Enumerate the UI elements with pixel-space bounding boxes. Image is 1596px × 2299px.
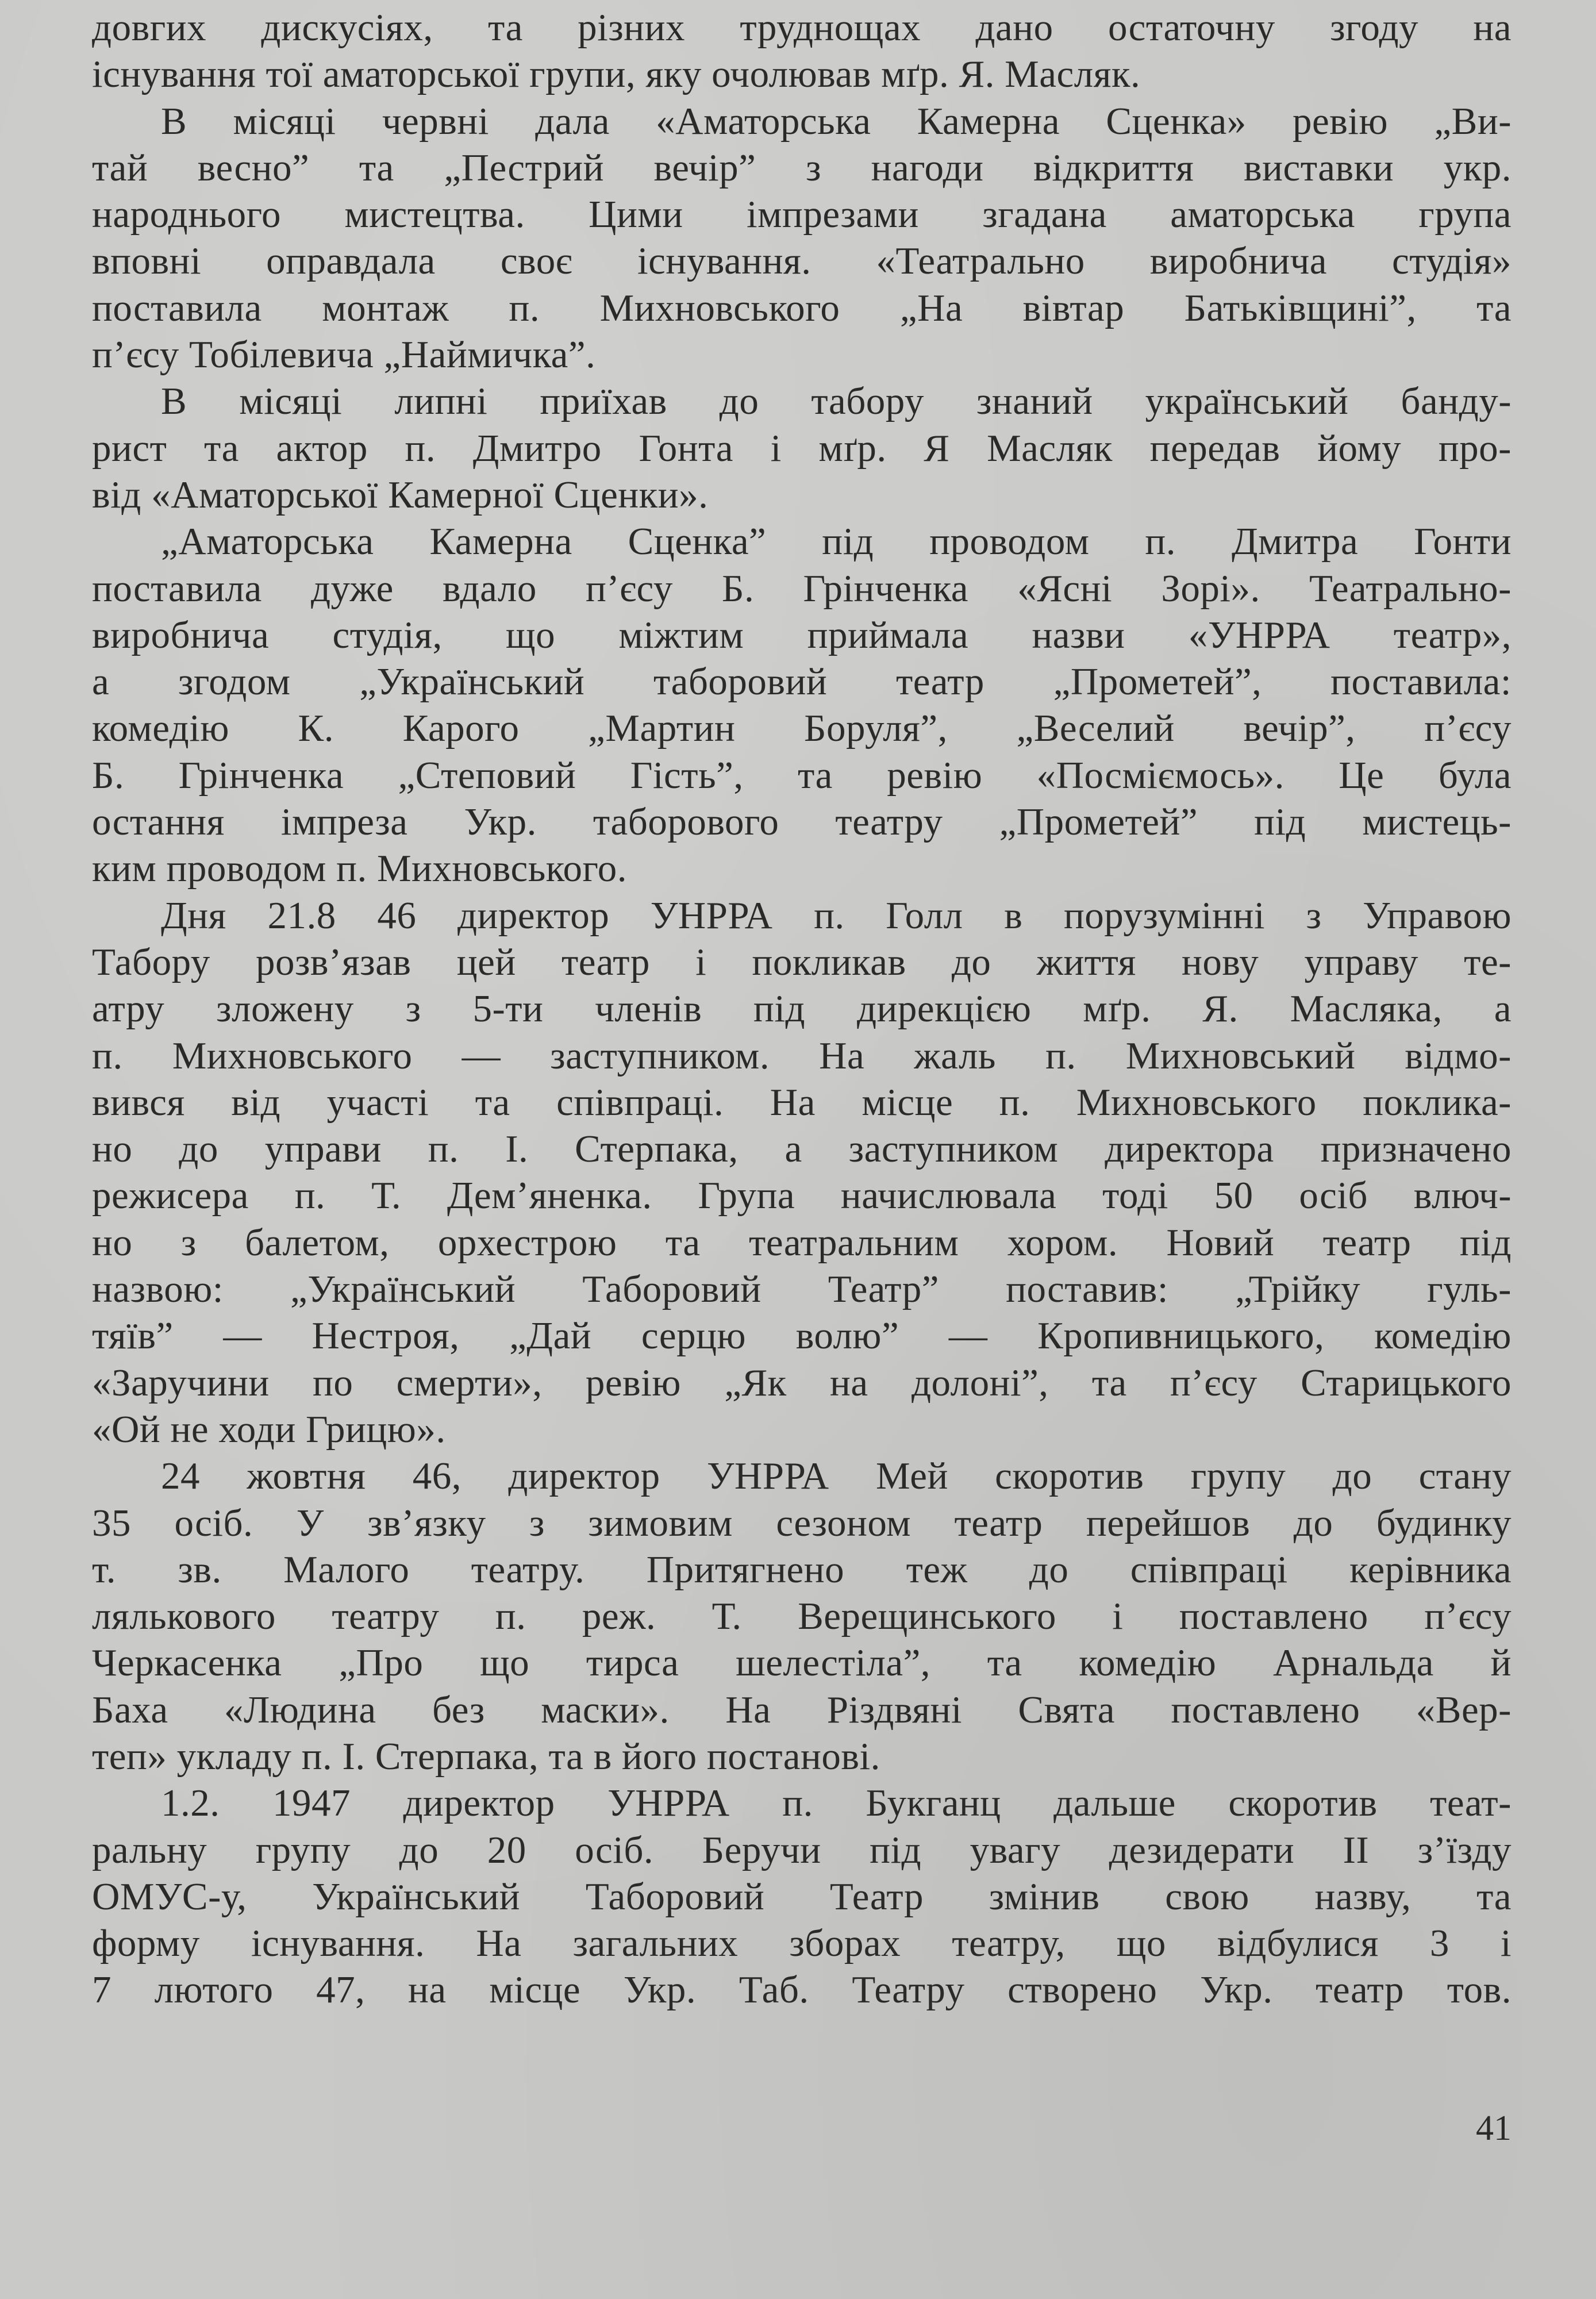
text-line: поставила монтаж п. Михновського „На вівтар Батьківщині”, та: [92, 286, 1512, 329]
text-line: но до управи п. І. Стерпака, а заступником директора призначено: [92, 1128, 1512, 1171]
text-line: «Ой не ходи Грицю».: [92, 1408, 446, 1451]
text-line: п. Михновського — заступником. На жаль п. Михновський відмо-: [92, 1034, 1512, 1077]
text-line: Дня 21.8 46 директор УНРРА п. Голл в порузумінні з Управою: [161, 894, 1512, 937]
text-line: від «Аматорської Камерної Сценки».: [92, 473, 709, 516]
text-line: довгих дискусіях, та різних труднощах дано остаточну згоду на: [92, 6, 1512, 49]
text-line: 1.2. 1947 директор УНРРА п. Букганц дальше скоротив теат-: [161, 1782, 1512, 1825]
text-line: поставила дуже вдало п’єсу Б. Грінченка «Ясні Зорі». Театрально-: [92, 567, 1512, 610]
text-line: 7 лютого 47, на місце Укр. Таб. Театру створено Укр. театр тов.: [92, 1969, 1512, 2012]
text-line: форму існування. На загальних зборах театру, що відбулися 3 і: [92, 1922, 1512, 1965]
text-line: остання імпреза Укр. таборового театру „Прометей” під мистець-: [92, 801, 1512, 844]
book-page: [92, 0, 1512, 2299]
text-line: теп» укладу п. І. Стерпака, та в його постанові.: [92, 1735, 880, 1778]
text-line: Баха «Людина без маски». На Різдвяні Свята поставлено «Вер-: [92, 1688, 1512, 1731]
text-line: вповні оправдала своє існування. «Театрально виробнича студія»: [92, 240, 1512, 283]
text-line: „Аматорська Камерна Сценка” під проводом п. Дмитра Гонти: [161, 520, 1512, 563]
text-line: В місяці липні приїхав до табору знаний український банду-: [161, 380, 1512, 423]
text-line: 35 осіб. У зв’язку з зимовим сезоном театр перейшов до будинку: [92, 1501, 1512, 1544]
text-line: Табору розв’язав цей театр і покликав до життя нову управу те-: [92, 940, 1512, 983]
text-line: ким проводом п. Михновського.: [92, 847, 628, 890]
text-line: Б. Грінченка „Степовий Гість”, та ревію «Посміємось». Це була: [92, 753, 1512, 797]
text-line: комедію К. Карого „Мартин Боруля”, „Веселий вечір”, п’єсу: [92, 707, 1512, 750]
text-line: ОМУС-у, Український Таборовий Театр змінив свою назву, та: [92, 1875, 1512, 1918]
text-line: тай весно” та „Пестрий вечір” з нагоди відкриття виставки укр.: [92, 146, 1512, 189]
text-line: лялькового театру п. реж. Т. Верещинського і поставлено п’єсу: [92, 1595, 1512, 1638]
text-line: «Заручини по смерти», ревію „Як на долоні”, та п’єсу Старицького: [92, 1361, 1512, 1404]
text-line: п’єсу Тобілевича „Наймичка”.: [92, 333, 596, 376]
text-line: т. зв. Малого театру. Притягнено теж до співпраці керівника: [92, 1548, 1512, 1591]
text-line: вився від участі та співпраці. На місце п. Михновського поклика-: [92, 1081, 1512, 1124]
text-line: режисера п. Т. Дем’яненка. Група начислювала тоді 50 осіб влюч-: [92, 1174, 1512, 1217]
text-line: виробнича студія, що міжтим приймала назви «УНРРА театр»,: [92, 613, 1512, 656]
text-line: рист та актор п. Дмитро Гонта і мґр. Я Масляк передав йому про-: [92, 426, 1512, 470]
text-line: народнього мистецтва. Цими імпрезами згадана аматорська група: [92, 193, 1512, 236]
text-line: назвою: „Український Таборовий Театр” поставив: „Трійку гуль-: [92, 1268, 1512, 1311]
text-line: а згодом „Український таборовий театр „Прометей”, поставила:: [92, 660, 1512, 703]
body-text: [92, 5, 1512, 2014]
text-line: но з балетом, орхестрою та театральним хором. Новий театр під: [92, 1221, 1512, 1264]
text-line: В місяці червні дала «Аматорська Камерна Сценка» ревію „Ви-: [161, 99, 1512, 143]
text-line: існування тої аматорської групи, яку очолював мґр. Я. Масляк.: [92, 53, 1141, 96]
text-line: 24 жовтня 46, директор УНРРА Мей скоротив групу до стану: [161, 1455, 1512, 1498]
text-line: тяїв” — Нестроя, „Дай серцю волю” — Кропивницького, комедію: [92, 1314, 1512, 1358]
text-line: Черкасенка „Про що тирса шелестіла”, та комедію Арнальда й: [92, 1641, 1512, 1685]
text-line: ральну групу до 20 осіб. Беручи під увагу дезидерати II з’їзду: [92, 1828, 1512, 1871]
page-number: 41: [1476, 2109, 1512, 2148]
text-line: атру зложену з 5-ти членів під дирекцією мґр. Я. Масляка, а: [92, 987, 1512, 1031]
